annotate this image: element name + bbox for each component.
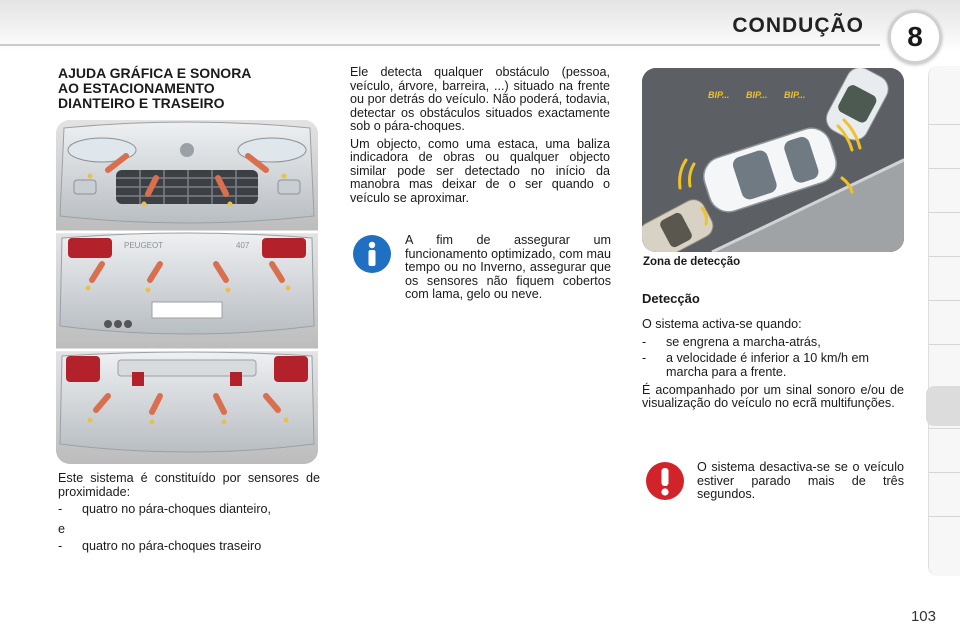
list-item [642, 336, 904, 350]
brand-badge: PEUGEOT [124, 241, 164, 250]
car-illustration-svg [56, 120, 318, 464]
paragraph: Ele detecta qualquer obstáculo (pessoa, veículo, árvore, barreira, ...) situado na frente ou por detrás do veículo. Não poderá, todavia, detectar os obstáculos situados exactamente sob o pára-choques. [350, 65, 610, 133]
detection-description [350, 66, 610, 209]
sensors-description [58, 472, 320, 554]
section-title-line: AO ESTACIONAMENTO [58, 80, 215, 96]
warning-note-text: O sistema desactiva-se se o veículo estiver parado mais de três segundos. [697, 460, 904, 501]
activation-conditions [642, 318, 904, 415]
info-note-text: A fim de assegurar um funcionamento optimizado, com mau tempo ou no Inverno, assegurar que os sensores não fiquem cobertos com lama, gelo ou neve. [405, 233, 611, 301]
chapter-number-badge: 8 [888, 10, 942, 64]
list-item-text: a velocidade é inferior a 10 km/h em marcha para a frente. [666, 351, 870, 380]
list-item-text: se engrena a marcha-atrás, [666, 334, 821, 349]
list-dash: - [58, 502, 63, 516]
parking-detection-zone-illustration [642, 68, 904, 252]
paragraph: Um objecto, como uma estaca, uma baliza indicadora de obras ou qualquer objecto similar pode ser detectado no início da manobra mas deixar de o ser quando o veículo se aproximar. [350, 136, 610, 205]
warning-note [697, 461, 904, 502]
info-note [405, 234, 611, 302]
list-connector: e [58, 521, 66, 536]
activation-intro: O sistema activa-se quando: [642, 317, 802, 331]
warning-icon [645, 461, 685, 501]
chapter-side-tabs [928, 66, 960, 576]
section-title-line: DIANTEIRO E TRASEIRO [58, 95, 225, 111]
side-tab-divider [929, 212, 960, 213]
sensors-list [58, 540, 320, 554]
list-item [642, 352, 904, 380]
side-tab-current-chapter[interactable] [926, 386, 960, 426]
car-sensor-locations-illustration [56, 120, 318, 464]
subsection-title: Detecção [642, 291, 700, 306]
chapter-title: CONDUÇÃO [732, 14, 864, 37]
side-tab-divider [929, 428, 960, 429]
list-item [58, 503, 320, 517]
list-item [58, 540, 320, 554]
side-tab-divider [929, 516, 960, 517]
beep-label: BIP... [784, 90, 806, 100]
side-tab-divider [929, 256, 960, 257]
activation-list [642, 336, 904, 380]
model-badge: 407 [236, 241, 250, 250]
paragraph: É acompanhado por um sinal sonoro e/ou de visualização do veículo no ecrã multifunções. [642, 382, 904, 411]
list-item-text: quatro no pára-choques traseiro [82, 539, 262, 554]
figure-caption: Zona de detecção [643, 256, 741, 268]
sensors-list [58, 503, 320, 517]
beep-label: BIP... [746, 90, 768, 100]
side-tab-divider [929, 344, 960, 345]
section-title-line: AJUDA GRÁFICA E SONORA [58, 65, 252, 81]
side-tab-divider [929, 472, 960, 473]
list-dash: - [642, 351, 647, 366]
side-tab-divider [929, 300, 960, 301]
header-rule [0, 44, 880, 46]
scene-illustration-svg [642, 68, 904, 252]
side-tab-divider [929, 124, 960, 125]
sensors-intro: Este sistema é constituído por sensores de proximidade: [58, 471, 320, 499]
list-dash: - [58, 539, 63, 554]
list-item-text: quatro no pára-choques dianteiro, [82, 502, 272, 516]
info-icon [352, 234, 392, 274]
list-dash: - [642, 334, 647, 349]
page-number: 103 [910, 608, 936, 625]
beep-label: BIP... [708, 90, 730, 100]
side-tab-divider [929, 168, 960, 169]
section-title [58, 66, 318, 111]
